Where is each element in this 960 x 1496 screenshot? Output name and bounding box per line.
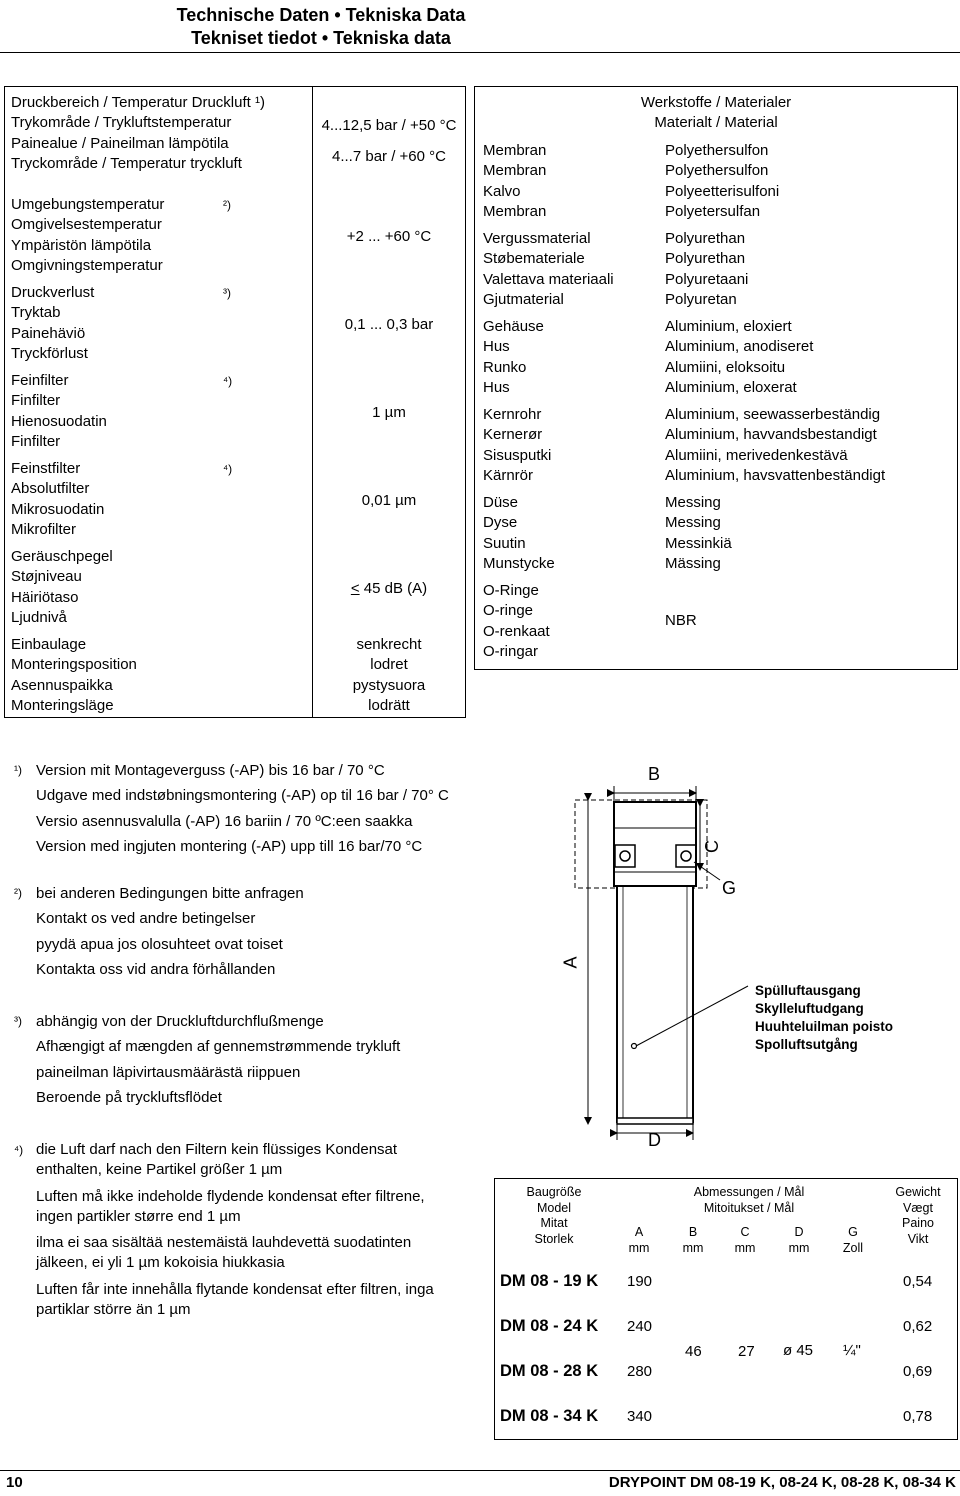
footnote-line: Kontakt os ved andre betingelser <box>36 910 256 928</box>
header-weight-line: Gewicht <box>895 1185 941 1199</box>
part-label: O-ringe <box>483 602 534 620</box>
part-label: Kalvo <box>483 182 521 200</box>
material-label: Aluminium, seewasserbeständig <box>665 406 881 423</box>
part-label: O-ringar <box>483 642 539 660</box>
part-label: O-renkaat <box>483 622 550 640</box>
label-a: A <box>560 956 581 969</box>
footnote-paragraph: Luften får inte innehålla flytande kondensat efter filtren, inga partiklar större än 1 µm <box>36 1280 434 1319</box>
dim-g-common: ¼" <box>843 1342 861 1359</box>
dim-b-common: 46 <box>685 1343 702 1360</box>
material-group-o-rings <box>665 611 955 631</box>
footnote-line: Version med ingjuten montering (-AP) upp till 16 bar/70 °C <box>36 838 423 856</box>
value-mounting <box>313 635 465 716</box>
material-label: Messing <box>665 494 721 511</box>
mount-value: lodrätt <box>368 696 410 714</box>
dim-c-common: 27 <box>738 1343 755 1360</box>
spec-label: Mikrosuodatin <box>11 500 105 518</box>
part-label: Hus <box>483 338 510 356</box>
part-label: Membran <box>483 202 547 220</box>
part-label: Støbematerialе <box>483 250 585 268</box>
spec-label: Tryktab <box>11 304 61 322</box>
part-label: Hus <box>483 378 510 396</box>
dryer-body <box>617 886 693 1122</box>
header-size-line: Mitat <box>540 1216 568 1230</box>
header-dimensions <box>619 1185 879 1216</box>
col-letter: G <box>848 1225 858 1239</box>
spec-label: Omgivelsestemperatur <box>11 216 162 234</box>
material-label: Polyetersulfan <box>665 202 761 220</box>
footnote-line: abhängig von der Druckluftdurchflußmenge <box>36 1013 324 1030</box>
part-label: Düse <box>483 494 519 511</box>
spec-label: Umgebungstemperatur <box>11 196 165 213</box>
value-fine-filter: 1 µm <box>372 404 406 421</box>
mount-value: pystysuora <box>352 676 426 694</box>
material-label: NBR <box>665 612 697 629</box>
label-c: C <box>702 840 722 853</box>
footnote-2 <box>14 881 304 983</box>
spec-group-ambient <box>11 195 311 276</box>
col-header-b <box>673 1225 713 1256</box>
footnote-number: ²) <box>14 886 22 900</box>
spec-label: Trykområde / Trykluftstemperatur <box>11 114 232 132</box>
col-unit: mm <box>682 1240 704 1255</box>
header-weight-line: Paino <box>902 1216 934 1230</box>
footnote-line: pyydä apua jos olosuhteet ovat toiset <box>36 935 283 953</box>
value-ambient: +2 ... +60 °C <box>346 228 432 245</box>
spec-group-noise <box>11 547 311 628</box>
spec-label: Einbaulage <box>11 636 87 653</box>
material-label: Polyurethan <box>665 230 746 247</box>
part-group-nozzle <box>483 493 653 574</box>
footnote-line: Versio asennusvalulla (-AP) 16 bariin / 70 ºC:een saakka <box>36 812 413 830</box>
purge-outlet-line: Skylleluftudgang <box>755 1001 864 1016</box>
label-g: G <box>722 878 737 898</box>
dryer-dimension-drawing <box>540 755 960 1165</box>
dim-a-row-2: 240 <box>627 1318 653 1335</box>
header-size-line: Baugröße <box>526 1185 582 1199</box>
material-label: Polyuretan <box>665 290 737 308</box>
part-label: Kernrohr <box>483 406 542 423</box>
material-label: Alumiini, eloksoitu <box>665 358 786 376</box>
footnote-ref: ⁴) <box>223 462 233 476</box>
part-label: Membran <box>483 142 547 159</box>
material-label: Aluminium, havvandsbestandigt <box>665 426 877 444</box>
part-label: Kärnrör <box>483 466 534 484</box>
footnote-line: Udgave med indstøbningsmontering (-AP) op til 16 bar / 70° C <box>36 787 449 805</box>
noise-level: 45 dB (A) <box>359 580 428 597</box>
mount-value: senkrecht <box>356 636 422 653</box>
col-header-a <box>619 1225 659 1256</box>
page-number: 10 <box>6 1474 23 1491</box>
dim-a-row-3: 280 <box>627 1363 653 1380</box>
spec-label: Asennuspaikka <box>11 676 113 694</box>
spec-label: Finfilter <box>11 432 61 450</box>
dim-a-row-4: 340 <box>627 1408 653 1425</box>
col-letter: C <box>740 1225 750 1239</box>
model-row-3: DM 08 - 28 K <box>500 1362 599 1380</box>
col-unit: Zoll <box>842 1240 864 1255</box>
spec-label: Tryckområde / Temperatur tryckluft <box>11 154 242 172</box>
spec-label: Feinstfilter <box>11 460 81 477</box>
material-label: Polyuretaani <box>665 270 749 288</box>
material-label: Messing <box>665 514 721 532</box>
part-group-o-rings <box>483 581 653 662</box>
part-label: Valettava materiaali <box>483 270 614 288</box>
material-label: Polyethersulfon <box>665 142 769 159</box>
spec-group-pressure-loss <box>11 283 311 364</box>
spec-label: Finfilter <box>11 392 61 410</box>
material-label: Mässing <box>665 554 721 572</box>
spec-label: Druckbereich / Temperatur Druckluft ¹) <box>11 94 265 111</box>
part-group-membrane <box>483 141 653 222</box>
col-header-c <box>725 1225 765 1256</box>
spec-label: Painealue / Paineilman lämpötila <box>11 134 229 152</box>
spec-column-divider <box>312 87 313 717</box>
part-group-housing <box>483 317 653 398</box>
spec-label: Feinfilter <box>11 372 69 389</box>
dim-d-common: ø 45 <box>783 1342 814 1359</box>
spec-label: Geräuschpegel <box>11 548 113 565</box>
spec-label: Monteringsläge <box>11 696 114 714</box>
footnote-paragraph: Luften må ikke indeholde flydende kondensat efter filtrene, ingen partikler større end 1 µm <box>36 1187 425 1225</box>
col-letter: D <box>794 1225 804 1239</box>
spec-label: Painehäviö <box>11 324 86 342</box>
header-size-line: Model <box>536 1200 572 1215</box>
col-unit: mm <box>734 1240 756 1255</box>
material-label: Polyethersulfon <box>665 162 769 180</box>
spec-label: Monteringsposition <box>11 656 137 674</box>
model-row-2: DM 08 - 24 K <box>500 1317 599 1335</box>
material-group-core-tube <box>665 405 955 486</box>
spec-label: Ympäristön lämpötila <box>11 236 152 254</box>
spec-label: Druckverlust <box>11 284 95 301</box>
footnote-line: Afhængigt af mængden af gennemstrømmende trykluft <box>36 1038 401 1056</box>
material-group-nozzle <box>665 493 955 574</box>
less-equal-symbol: < <box>350 580 360 597</box>
spec-label: Støjniveau <box>11 568 82 586</box>
material-label: Aluminium, eloxerat <box>665 378 797 396</box>
footnote-line: paineilman läpivirtausmäärästä riippuen <box>36 1063 301 1081</box>
value-pressure-1: 4...12,5 bar / +50 °C <box>321 117 457 134</box>
purge-outlet-label <box>755 982 893 1054</box>
product-title: DRYPOINT DM 08-19 K, 08-24 K, 08-28 K, 08-34 K <box>608 1474 956 1491</box>
footnote-line: Version mit Montageverguss (-AP) bis 16 bar / 70 °C <box>36 762 385 779</box>
spec-label: Ljudnivå <box>11 608 67 626</box>
dim-a-row-1: 190 <box>627 1273 653 1290</box>
material-label: Polyeetterisulfoni <box>665 182 780 200</box>
spec-label: Absolutfilter <box>11 480 90 498</box>
footnote-3 <box>14 1009 400 1111</box>
part-label: Kernerør <box>483 426 543 444</box>
part-label: Sisusputki <box>483 446 552 464</box>
part-label: Gehäuse <box>483 318 544 335</box>
footnote-paragraph: ilma ei saa sisältää nestemäistä lauhdevettä suodatinten jälkeen, ei yli 1 µm kokoisia hiukkasia <box>36 1234 412 1272</box>
weight-row-1: 0,54 <box>903 1273 933 1290</box>
spec-group-finest-filter <box>11 459 311 540</box>
header-size-line: Storlek <box>534 1231 574 1246</box>
value-pressure-loss: 0,1 ... 0,3 bar <box>344 316 434 333</box>
dimensions-table <box>494 1178 958 1440</box>
col-letter: B <box>688 1225 698 1239</box>
footnote-1 <box>14 758 449 860</box>
materials-table <box>474 86 958 670</box>
purge-outlet-line: Spülluftausgang <box>755 983 861 998</box>
material-label: Aluminium, havsvattenbeständigt <box>665 466 886 484</box>
spec-group-fine-filter <box>11 371 311 452</box>
part-group-potting <box>483 229 653 310</box>
material-group-membrane <box>665 141 955 222</box>
footer-rule <box>0 1470 960 1471</box>
material-group-potting <box>665 229 955 310</box>
spec-label: Mikrofilter <box>11 520 77 538</box>
mount-value: lodret <box>370 656 408 674</box>
spec-table <box>4 86 466 718</box>
model-row-4: DM 08 - 34 K <box>500 1407 599 1425</box>
value-finest-filter: 0,01 µm <box>361 492 417 509</box>
header-dimensions-line: Mitoitukset / Mål <box>703 1200 795 1215</box>
header-weight-line: Vægt <box>903 1200 933 1215</box>
part-label: Runko <box>483 358 527 376</box>
footnote-ref: ³) <box>223 286 231 300</box>
weight-row-2: 0,62 <box>903 1318 933 1335</box>
label-b: B <box>648 764 661 784</box>
footnote-paragraph: die Luft darf nach den Filtern kein flüssiges Kondensat enthalten, keine Partikel größer 1 µm <box>36 1141 398 1179</box>
weight-row-3: 0,69 <box>903 1363 933 1380</box>
purge-outlet-line: Spolluftsutgång <box>755 1037 858 1052</box>
footnote-line: bei anderen Bedingungen bitte anfragen <box>36 885 304 902</box>
material-label: Messinkiä <box>665 534 732 552</box>
value-noise <box>313 579 465 599</box>
part-label: Suutin <box>483 534 526 552</box>
col-unit: mm <box>788 1240 810 1255</box>
footnote-line: Beroende på tryckluftsflödet <box>36 1089 222 1107</box>
footnote-ref: ⁴) <box>223 374 233 388</box>
material-label: Alumiini, merivedenkestävä <box>665 446 848 464</box>
spec-label: Tryckförlust <box>11 344 88 362</box>
value-pressure-2: 4...7 bar / +60 °C <box>332 148 446 165</box>
materials-title <box>475 93 957 133</box>
footnote-line: Kontakta oss vid andra förhållanden <box>36 961 276 979</box>
head-block <box>614 802 696 886</box>
part-label: Dyse <box>483 514 518 532</box>
spec-label: Hienosuodatin <box>11 412 107 430</box>
part-label: Vergussmaterial <box>483 230 591 247</box>
header-line-2: Tekniset tiedot • Tekniska data <box>191 28 451 48</box>
materials-title-line: Werkstoffe / Materialer <box>640 94 792 111</box>
model-row-1: DM 08 - 19 K <box>500 1272 599 1290</box>
header-line-1: Technische Daten • Tekniska Data <box>176 5 466 25</box>
materials-title-line: Materialt / Material <box>654 114 778 131</box>
purge-outlet-line: Huuhteluilman poisto <box>755 1019 893 1034</box>
header-size <box>503 1185 605 1247</box>
col-unit: mm <box>628 1240 650 1255</box>
footnote-number: ¹) <box>14 763 22 777</box>
weight-row-4: 0,78 <box>903 1408 933 1425</box>
header-rule <box>0 52 960 53</box>
header-dimensions-line: Abmessungen / Mål <box>693 1185 805 1199</box>
part-label: Membran <box>483 162 547 180</box>
col-header-d <box>779 1225 819 1256</box>
part-label: Gjutmaterial <box>483 290 564 308</box>
footnote-number: ⁴) <box>14 1143 24 1157</box>
part-label: Munstycke <box>483 554 555 572</box>
col-header-g <box>833 1225 873 1256</box>
spec-label: Häiriötaso <box>11 588 79 606</box>
label-d: D <box>648 1130 661 1150</box>
material-label: Aluminium, eloxiert <box>665 318 792 335</box>
material-group-housing <box>665 317 955 398</box>
material-label: Aluminium, anodiseret <box>665 338 814 356</box>
header-weight-line: Vikt <box>907 1231 929 1246</box>
part-label: O-Ringe <box>483 582 539 599</box>
footnote-number: ³) <box>14 1014 22 1028</box>
part-group-core-tube <box>483 405 653 486</box>
material-label: Polyurethan <box>665 250 746 268</box>
spec-group-pressure <box>11 93 311 174</box>
col-letter: A <box>634 1225 644 1239</box>
spec-group-mounting <box>11 635 311 716</box>
footnote-ref: ²) <box>223 198 231 212</box>
footnote-4 <box>14 1140 454 1326</box>
header-weight <box>881 1185 955 1247</box>
spec-label: Omgivningstemperatur <box>11 256 163 274</box>
